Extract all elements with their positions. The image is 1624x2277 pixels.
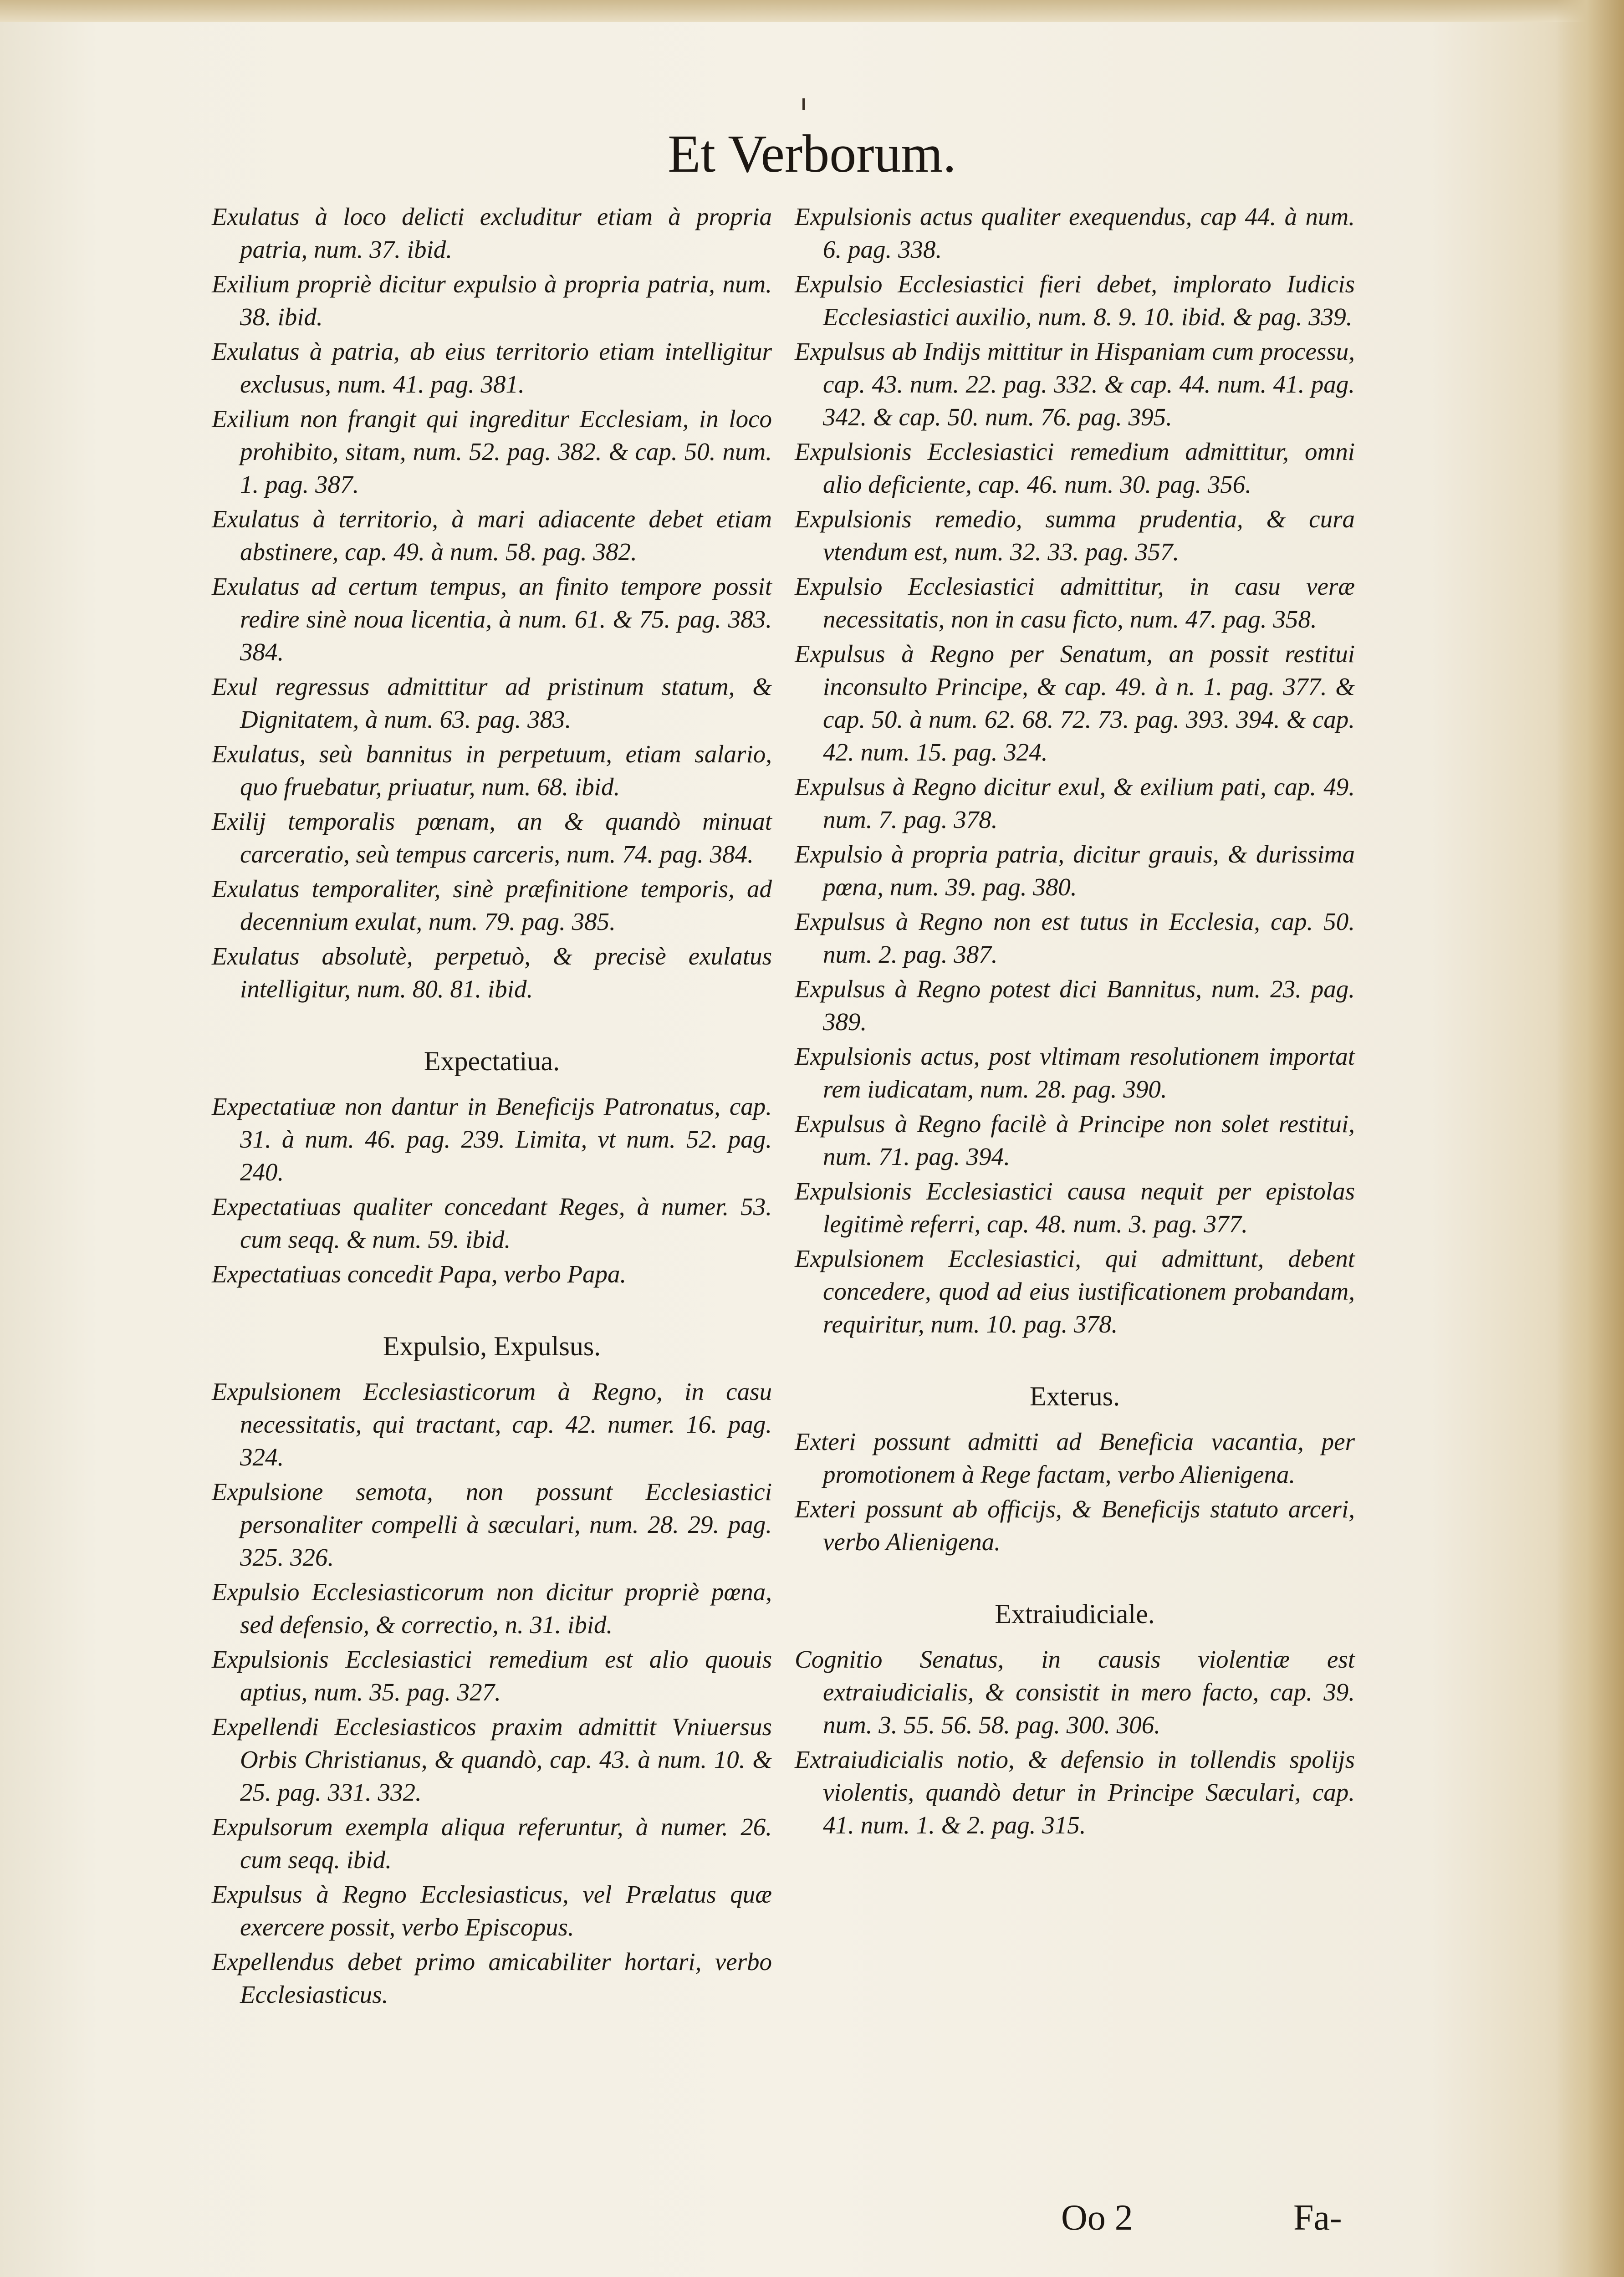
running-header: Et Verborum. [668,124,956,184]
section-heading: Extraiudiciale. [995,1599,1155,1629]
index-entry: Expulsione semota, non possunt Ecclesiastici personaliter compelli à sæculari, num. 28. 29. pag. 325. 326. [212,1478,772,1571]
index-entry: Expulsionem Ecclesiasticorum à Regno, in casu necessitatis, qui tractant, cap. 42. numer. 16. pag. 324. [212,1378,772,1471]
catchword: Fa- [1293,2198,1342,2238]
index-entry: Exilij temporalis pœnam, an & quandò minuat carceratio, seù tempus carceris, num. 74. pag. 384. [212,807,772,868]
section-heading: Expulsio, Expulsus. [383,1331,601,1361]
index-entry: Expectatiuas qualiter concedant Reges, à numer. 53. cum seqq. & num. 59. ibid. [212,1193,772,1253]
index-entry: Exulatus, seù bannitus in perpetuum, etiam salario, quo fruebatur, priuatur, num. 68. ibid. [212,740,772,801]
index-entry: Expulsus à Regno non est tutus in Ecclesia, cap. 50. num. 2. pag. 387. [795,908,1355,968]
index-entry: Exul regressus admittitur ad pristinum statum, & Dignitatem, à num. 63. pag. 383. [212,673,772,733]
page-right-edge [1556,0,1624,2277]
index-entry: Expulsionis actus qualiter exequendus, cap 44. à num. 6. pag. 338. [795,203,1355,263]
index-column-left [212,200,772,2013]
index-entry: Exulatus à patria, ab eius territorio etiam intelligitur exclusus, num. 41. pag. 381. [212,337,772,398]
index-entry: Expulsus à Regno per Senatum, an possit restitui inconsulto Principe, & cap. 49. à n. 1. pag. 377. & cap. 50. à num. 62. 68. 72. 73. pag. 393. 394. & cap. 42. num. 15. pag. 324. [795,640,1355,766]
index-entry: Extraiudicialis notio, & defensio in tollendis spolijs violentis, quandò detur in Principe Sæculari, cap. 41. num. 1. & 2. pag. 315. [795,1746,1355,1839]
index-entry: Expulsionis actus, post vltimam resolutionem importat rem iudicatam, num. 28. pag. 390. [795,1042,1355,1103]
index-entry: Expellendi Ecclesiasticos praxim admittit Vniuersus Orbis Christianus, & quandò, cap. 43. à num. 10. & 25. pag. 331. 332. [212,1713,772,1806]
index-column-right [795,200,1355,1843]
index-entry: Expulsio Ecclesiastici admittitur, in casu veræ necessitatis, non in casu ficto, num. 47. pag. 358. [795,572,1355,633]
index-entry: Expulsus ab Indijs mittitur in Hispaniam cum processu, cap. 43. num. 22. pag. 332. & cap. 44. num. 41. pag. 342. & cap. 50. num. 76. pag. 395. [795,337,1355,431]
index-entry: Exilium propriè dicitur expulsio à propria patria, num. 38. ibid. [212,270,772,331]
index-entry: Exulatus ad certum tempus, an finito tempore possit redire sinè noua licentia, à num. 61. & 75. pag. 383. 384. [212,572,772,666]
index-entry: Expulsorum exempla aliqua referuntur, à numer. 26. cum seqq. ibid. [212,1813,772,1874]
index-entry: Expulsionem Ecclesiastici, qui admittunt, debent concedere, quod ad eius iustificationem probandam, requiritur, num. 10. pag. 378. [795,1245,1355,1338]
index-entry: Expulsionis Ecclesiastici causa nequit per epistolas legitimè referri, cap. 48. num. 3. pag. 377. [795,1177,1355,1238]
index-entry: Exteri possunt ab officijs, & Beneficijs statuto arceri, verbo Alienigena. [795,1495,1355,1556]
index-entry: Expulsionis remedio, summa prudentia, & cura vtendum est, num. 32. 33. pag. 357. [795,505,1355,566]
section-heading: Exterus. [1029,1381,1120,1411]
index-entry: Expulsus à Regno facilè à Principe non solet restitui, num. 71. pag. 394. [795,1110,1355,1170]
index-entry: Exulatus à territorio, à mari adiacente debet etiam abstinere, cap. 49. à num. 58. pag. 382. [212,505,772,566]
index-entry: Expulsus à Regno potest dici Bannitus, num. 23. pag. 389. [795,975,1355,1036]
signature-mark: Oo 2 [1061,2198,1133,2238]
index-entry: Exulatus à loco delicti excluditur etiam à propria patria, num. 37. ibid. [212,203,772,263]
index-entry: Expulsio Ecclesiastici fieri debet, implorato Iudicis Ecclesiastici auxilio, num. 8. 9. 10. ibid. & pag. 339. [795,270,1355,331]
page-top-shadow [0,0,1624,22]
index-entry: Exulatus absolutè, perpetuò, & precisè exulatus intelligitur, num. 80. 81. ibid. [212,942,772,1003]
index-entry: Expectatiuas concedit Papa, verbo Papa. [212,1260,627,1288]
index-entry: Exulatus temporaliter, sinè præfinitione temporis, ad decennium exulat, num. 79. pag. 385. [212,875,772,935]
index-entry: Cognitio Senatus, in causis violentiæ est extraiudicialis, & consistit in mero facto, cap. 39. num. 3. 55. 56. 58. pag. 300. 306. [795,1645,1355,1739]
index-entry: Expectatiuæ non dantur in Beneficijs Patronatus, cap. 31. à num. 46. pag. 239. Limita, vt num. 52. pag. 240. [212,1093,772,1186]
index-entry: Expulsionis Ecclesiastici remedium est alio quouis aptius, num. 35. pag. 327. [212,1645,772,1706]
ink-mark [802,98,805,110]
index-entry: Exilium non frangit qui ingreditur Ecclesiam, in loco prohibito, sitam, num. 52. pag. 382. & cap. 50. num. 1. pag. 387. [212,405,772,498]
section-heading: Expectatiua. [424,1046,560,1076]
index-entry: Expellendus debet primo amicabiliter hortari, verbo Ecclesiasticus. [212,1948,772,2008]
index-entry: Exteri possunt admitti ad Beneficia vacantia, per promotionem à Rege factam, verbo Alienigena. [795,1428,1355,1488]
index-entry: Expulsus à Regno Ecclesiasticus, vel Prælatus quæ exercere possit, verbo Episcopus. [212,1880,772,1941]
index-entry: Expulsionis Ecclesiastici remedium admittitur, omni alio deficiente, cap. 46. num. 30. pag. 356. [795,438,1355,498]
index-entry: Expulsus à Regno dicitur exul, & exilium pati, cap. 49. num. 7. pag. 378. [795,773,1355,833]
index-entry: Expulsio Ecclesiasticorum non dicitur propriè pœna, sed defensio, & correctio, n. 31. ibid. [212,1578,772,1639]
index-entry: Expulsio à propria patria, dicitur grauis, & durissima pœna, num. 39. pag. 380. [795,840,1355,901]
